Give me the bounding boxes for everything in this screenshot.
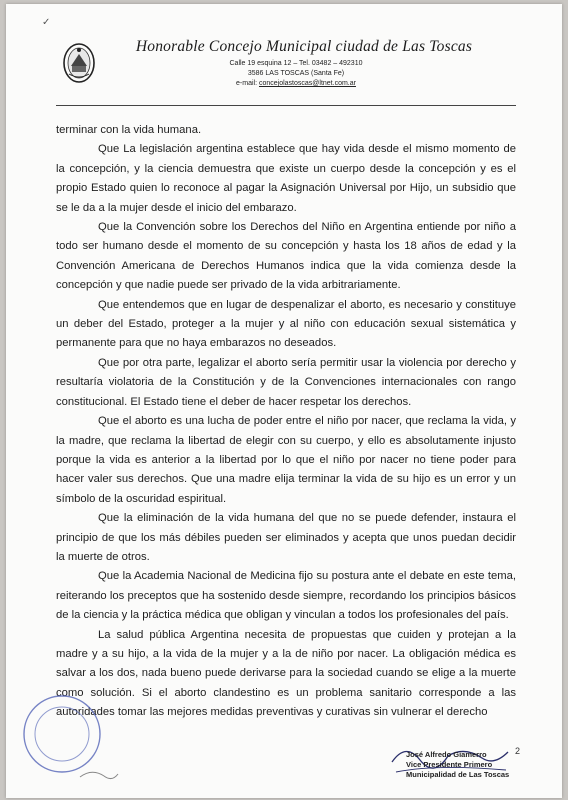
page-number: 2 xyxy=(515,746,521,756)
signatory-name: José Alfredo Giamerro xyxy=(406,750,487,759)
paragraph: Que entendemos que en lugar de despenalizar el aborto, es necesario y constituye un deber del Estado, proteger a la mujer y al niño con educación sexual sistemática y permanente para que no haya embarazos no deseados. xyxy=(56,298,516,350)
contact-block xyxy=(206,59,386,89)
round-stamp-icon xyxy=(20,672,120,792)
document-body xyxy=(56,121,516,723)
signatory-role: Vice Presidente Primero xyxy=(406,760,493,769)
city-line: 3586 LAS TOSCAS (Santa Fe) xyxy=(247,70,345,77)
paragraph: Que la Convención sobre los Derechos del Niño en Argentina entiende por niño a todo ser humano desde el momento de su concepción y hasta los 18 años de edad y la Convención Americana de Derechos Humanos indica que la vida comienza desde la concepción y que nadie puede ser privado de la vida arbitrariamente. xyxy=(56,221,516,292)
paragraph: Que la eliminación de la vida humana del que no se puede defender, instaura el principio de que los más débiles pueden ser eliminados y acepta que unos puedan decidir la muerte de otros. xyxy=(56,512,516,563)
signatory-block xyxy=(406,750,509,780)
email-line xyxy=(206,79,386,89)
email-prefix: e-mail: xyxy=(236,80,259,87)
header-divider xyxy=(56,105,516,106)
paragraph: Que el aborto es una lucha de poder entre el niño por nacer, que reclama la vida, y la madre, que reclama la libertad de elegir con su cuerpo, y ello es absolutamente injusto porque la vida es anterior a la libertad por lo que el niño por nacer no tiene poder para hacer valer sus derechos. Que una madre elija terminar la vida de su hijo es un error y un símbolo de la oscuridad espiritual. xyxy=(56,415,516,505)
corner-mark: ✓ xyxy=(42,17,51,28)
paragraph: Que por otra parte, legalizar el aborto sería permitir usar la violencia por derecho y resultaría violatoria de la Constitución y de la Convenciones internacionales con rango constitucional. El Estado tiene el deber de hacer respetar los derechos. xyxy=(56,356,516,408)
document-page xyxy=(6,4,562,798)
email-link[interactable]: concejolastoscas@ltnet.com.ar xyxy=(258,80,356,87)
paragraph: La salud pública Argentina necesita de propuestas que cuiden y protejan a la madre y a su hijo, a la vida de la mujer y a la de niño por nacer. La obligación médica es salvar a los dos, nada bueno puede derivarse para la sociedad cuando se elige a la muerte como solución. Si el aborto clandestino es un problema sanitario corresponde a las autoridades tomar las mejores medidas preventivas y curativas sin vulnerar el derecho xyxy=(56,628,516,719)
paragraph: Que La legislación argentina establece que hay vida desde el mismo momento de la concepción, y la ciencia demuestra que existe un cuerpo desde la concepción y es el propio Estado quien lo reconoce al pagar la Asignación Universal por Hijo, un subsidio que se le da a la mujer desde el inicio del embarazo. xyxy=(56,143,516,214)
signatory-org: Municipalidad de Las Toscas xyxy=(406,770,510,779)
paragraph: Que la Academia Nacional de Medicina fijo su postura ante el debate en este tema, reiterando los preceptos que ha sostenido desde siempre, recordando los principios básicos de la ciencia y la práctica médica que obligan y vinculan a todos los profesionales del país. xyxy=(56,570,516,622)
council-title: Honorable Concejo Municipal ciudad de Las Toscas xyxy=(135,38,473,55)
paragraph: terminar con la vida humana. xyxy=(56,124,202,136)
address-line: Calle 19 esquina 12 – Tel. 03482 – 492310 xyxy=(229,60,363,67)
